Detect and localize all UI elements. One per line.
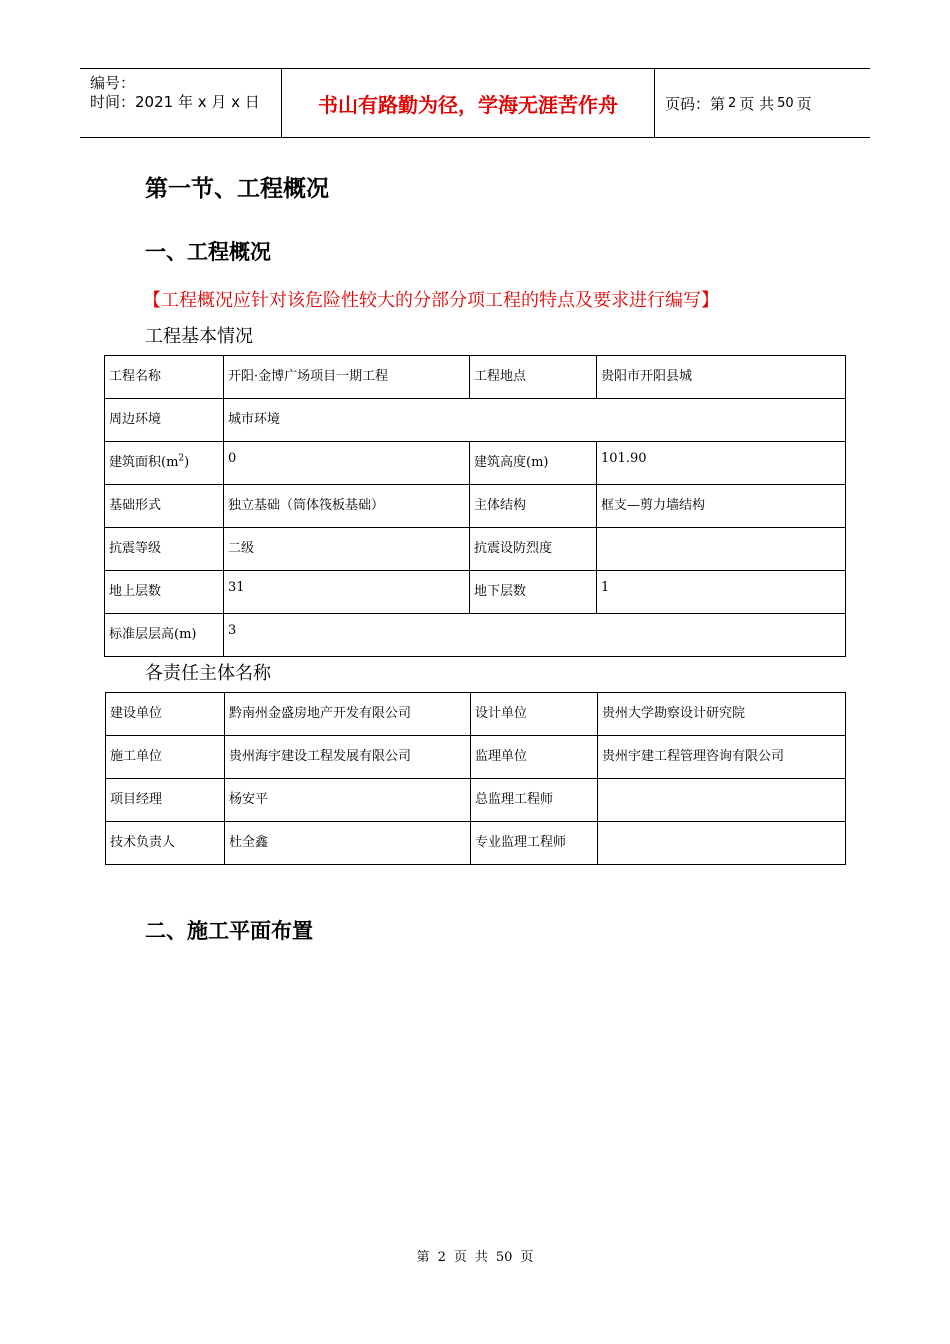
cell-label: 专业监理工程师 [471,822,598,865]
basic-info-table [104,355,846,657]
part2-title: 二、施工平面布置 [145,919,313,943]
basic-info-title: 工程基本情况 [145,326,253,347]
table-row [106,779,846,822]
cell-value: 贵阳市开阳县城 [597,356,846,399]
cell-value: 1 [597,571,846,614]
cell-label: 监理单位 [471,736,598,779]
table-row [106,822,846,865]
cell-value: 贵州宇建工程管理咨询有限公司 [598,736,846,779]
header-meta [80,69,282,137]
cell-value: 31 [224,571,470,614]
cell-value: 3 [224,614,846,657]
cell-label: 主体结构 [470,485,597,528]
table-row [106,693,846,736]
footer-num: 2 [437,1250,446,1265]
table-row [105,485,846,528]
cell-label: 标准层层高(m) [105,614,224,657]
footer-total: 50 [495,1250,513,1265]
footer-p1: 第 [416,1250,430,1265]
cell-label: 建设单位 [106,693,225,736]
footer-p3: 共 [474,1250,488,1265]
cell-value: 黔南州金盛房地产开发有限公司 [225,693,471,736]
page-header [80,68,870,138]
cell-label: 项目经理 [106,779,225,822]
cell-value: 贵州大学勘察设计研究院 [598,693,846,736]
page-number: 2 [728,95,737,111]
table-row [105,399,846,442]
area-label: 建筑面积(m [109,455,179,470]
cell-label: 施工单位 [106,736,225,779]
header-slogan: 书山有路勤为径，学海无涯苦作舟 [282,69,655,137]
cell-label: 技术负责人 [106,822,225,865]
cell-value: 杨安平 [225,779,471,822]
cell-value: 二级 [224,528,470,571]
table-row [105,442,846,485]
cell-label: 周边环境 [105,399,224,442]
cell-label: 建筑高度(m) [470,442,597,485]
cell-value: 框支—剪力墙结构 [597,485,846,528]
table-row [106,736,846,779]
cell-label: 地上层数 [105,571,224,614]
cell-label: 设计单位 [471,693,598,736]
page-suffix: 页 [796,94,812,113]
cell-label: 工程地点 [470,356,597,399]
time-label: 时间：2021 年 x 月 x 日 [90,93,260,111]
cell-value: 独立基础（筒体筏板基础） [224,485,470,528]
cell-value: 开阳·金博广场项目一期工程 [224,356,470,399]
section-title: 第一节、工程概况 [145,176,329,202]
cell-value: 贵州海宇建设工程发展有限公司 [225,736,471,779]
cell-label: 工程名称 [105,356,224,399]
footer-p4: 页 [520,1250,534,1265]
cell-label: 总监理工程师 [471,779,598,822]
parties-title: 各责任主体名称 [145,663,271,684]
page-mid: 页 共 [739,94,775,113]
page-prefix: 页码：第 [665,94,726,113]
cell-label [105,442,224,485]
code-label: 编号： [90,74,136,92]
cell-label: 抗震设防烈度 [470,528,597,571]
cell-label: 基础形式 [105,485,224,528]
page-footer [0,1246,950,1265]
part1-title: 一、工程概况 [145,240,271,264]
cell-value [597,528,846,571]
cell-value: 城市环境 [224,399,846,442]
area-label-end: ) [184,455,190,470]
footer-p2: 页 [453,1250,467,1265]
cell-value: 杜全鑫 [225,822,471,865]
header-page-info [655,69,870,137]
cell-value: 0 [224,442,470,485]
cell-value [598,779,846,822]
cell-label: 抗震等级 [105,528,224,571]
cell-value [598,822,846,865]
table-row [105,528,846,571]
table-row [105,614,846,657]
page-total: 50 [777,95,794,111]
parties-table [105,692,846,865]
cell-label: 地下层数 [470,571,597,614]
table-row [105,356,846,399]
cell-value: 101.90 [597,442,846,485]
table-row [105,571,846,614]
area-sup: 2 [178,453,185,464]
instruction-note: 【工程概况应针对该危险性较大的分部分项工程的特点及要求进行编写】 [143,290,719,311]
